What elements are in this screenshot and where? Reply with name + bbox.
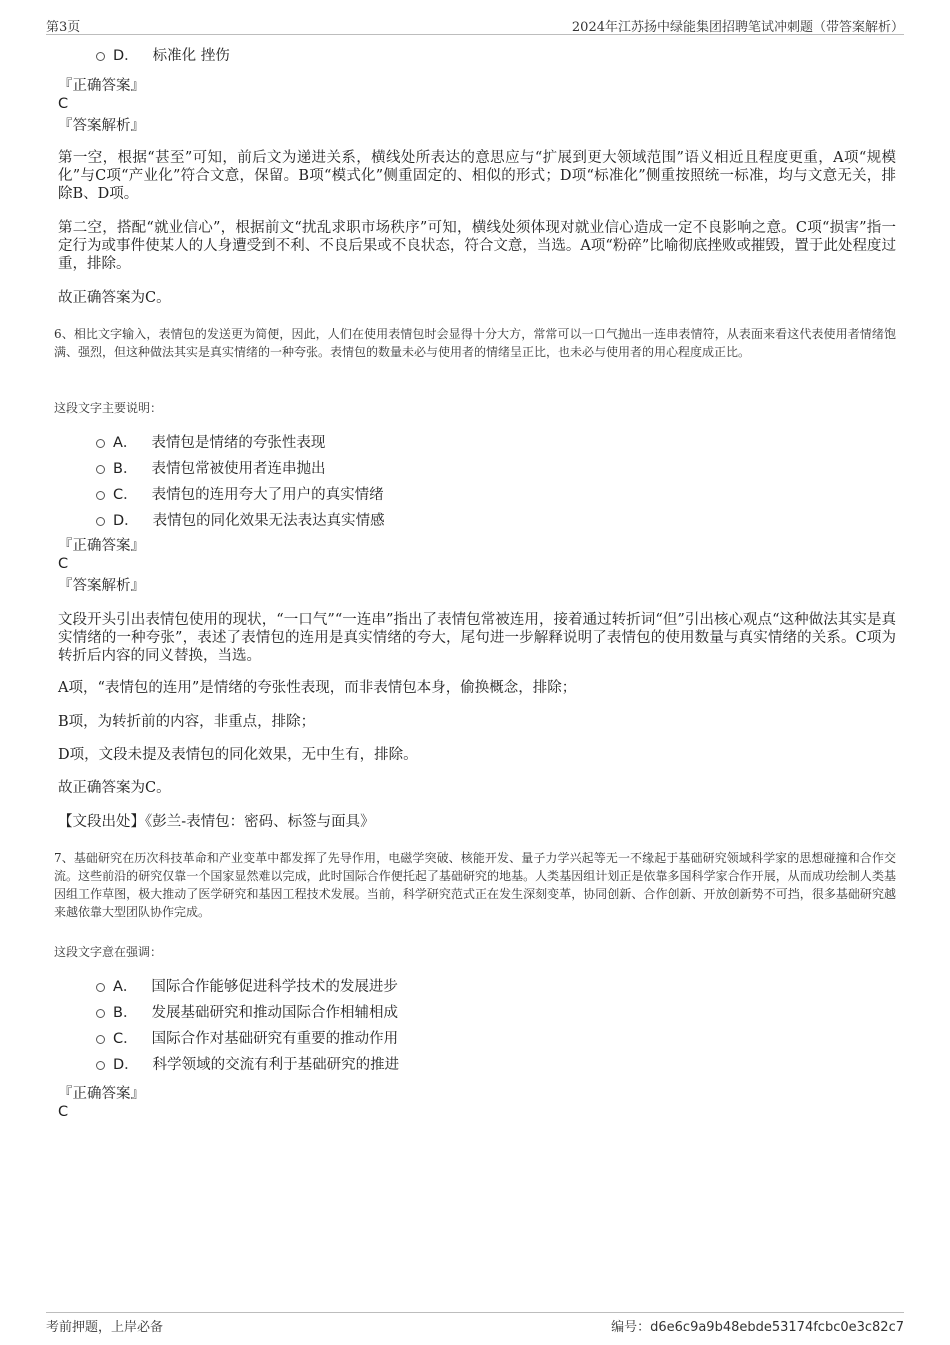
radio-icon[interactable]: [96, 465, 105, 474]
q6-conclusion: 故正确答案为C。: [58, 780, 171, 796]
q5-analysis-paragraph-2: 第二空，搭配“就业信心”，根据前文“扰乱求职市场秩序”可知，横线处须体现对就业信心造成一定不良影响之意。C项“损害”指一定行为或事件使某人的人身遭受到不利、不良后果或不良状态，符合文意，当选。A项“粉碎”比喻彻底挫败或摧毁，置于此处程度过重，排除。: [58, 220, 896, 272]
q7-option-d[interactable]: D． 科学领域的交流有利于基础研究的推进: [96, 1055, 399, 1075]
radio-icon[interactable]: [96, 1035, 105, 1044]
q6-analysis-paragraph-3: B项，为转折前的内容，非重点，排除；: [58, 714, 316, 730]
q6-option-b[interactable]: B． 表情包常被使用者连串抛出: [96, 459, 325, 479]
footer-slogan: 考前押题，上岸必备: [46, 1320, 164, 1335]
radio-icon[interactable]: [96, 983, 105, 992]
document-code-label: 编号：: [611, 1320, 651, 1335]
q7-answer: C: [58, 1104, 69, 1120]
q6-option-c[interactable]: C． 表情包的连用夸大了用户的真实情绪: [96, 485, 384, 505]
radio-icon[interactable]: [96, 491, 105, 500]
q6-answer-label: 『正确答案』: [58, 538, 145, 554]
page-header: [46, 14, 904, 35]
radio-icon[interactable]: [96, 439, 105, 448]
q7-option-c[interactable]: C． 国际合作对基础研究有重要的推动作用: [96, 1029, 398, 1049]
q5-option-d[interactable]: D． 标准化 挫伤: [96, 46, 230, 66]
q7-option-b[interactable]: B． 发展基础研究和推动国际合作相辅相成: [96, 1003, 398, 1023]
q6-answer: C: [58, 556, 69, 572]
q5-analysis-label: 『答案解析』: [58, 118, 145, 134]
q6-source: 【文段出处】《彭兰-表情包：密码、标签与面具》: [58, 814, 375, 830]
q6-analysis-paragraph-4: D项，文段未提及表情包的同化效果，无中生有，排除。: [58, 747, 418, 763]
q7-question-text: 7、基础研究在历次科技革命和产业变革中都发挥了先导作用，电磁学突破、核能开发、量子力学兴起等无一不缘起于基础研究领域科学家的思想碰撞和合作交流。这些前沿的研究仅靠一个国家显然难以完成，此时国际合作便托起了基础研究的地基。人类基因组计划正是依靠多国科学家合作开展，从而成功绘制人类基因组工作草图，极大推动了医学研究和基因工程技术发展。当前，科学研究范式正在发生深刻变革，协同创新、合作创新、开放创新势不可挡，很多基础研究越来越依靠大型团队协作完成。: [54, 851, 896, 919]
q7-answer-label: 『正确答案』: [58, 1086, 145, 1102]
q6-analysis-paragraph-1: 文段开头引出表情包使用的现状，“一口气”“一连串”指出了表情包常被连用，接着通过转折词“但”引出核心观点“这种做法其实是真实情绪的一种夸张”，表述了表情包的连用是真实情绪的夸大，尾句进一步解释说明了表情包的使用数量与真实情绪的关系。C项为转折后内容的同义替换，当选。: [58, 612, 896, 664]
q6-analysis-label: 『答案解析』: [58, 578, 145, 594]
q7-prompt: 这段文字意在强调：: [54, 945, 163, 959]
radio-icon[interactable]: [96, 1061, 105, 1070]
page-number: 第3页: [46, 20, 81, 35]
q6-analysis-paragraph-2: A项，“表情包的连用”是情绪的夸张性表现，而非表情包本身，偷换概念，排除；: [58, 680, 577, 696]
document-title: 2024年江苏扬中绿能集团招聘笔试冲刺题（带答案解析）: [571, 20, 904, 35]
page-footer: [46, 1312, 904, 1337]
radio-icon[interactable]: [96, 1009, 105, 1018]
q5-answer-label: 『正确答案』: [58, 78, 145, 94]
q6-option-d[interactable]: D． 表情包的同化效果无法表达真实情感: [96, 511, 385, 531]
q6-option-a[interactable]: A． 表情包是情绪的夸张性表现: [96, 433, 325, 453]
q7-option-a[interactable]: A． 国际合作能够促进科学技术的发展进步: [96, 977, 398, 997]
document-code: [611, 1316, 904, 1335]
q6-prompt: 这段文字主要说明：: [54, 401, 163, 415]
q5-conclusion: 故正确答案为C。: [58, 290, 171, 306]
q6-question-text: 6、相比文字输入，表情包的发送更为简便，因此，人们在使用表情包时会显得十分大方，常常可以一口气抛出一连串表情符，从表面来看这代表使用者情绪饱满、强烈，但这种做法其实是真实情绪的一种夸张。表情包的数量未必与使用者的情绪呈正比，也未必与使用者的用心程度成正比。: [54, 327, 896, 359]
document-code-value: d6e6c9a9b48ebde53174fcbc0e3c82c7: [650, 1320, 904, 1335]
radio-icon[interactable]: [96, 52, 105, 61]
q5-analysis-paragraph-1: 第一空，根据“甚至”可知，前后文为递进关系，横线处所表达的意思应与“扩展到更大领域范围”语义相近且程度更重，A项“规模化”与C项“产业化”符合文意，保留。B项“模式化”侧重固定的、相似的形式；D项“标准化”侧重按照统一标准，均与文意无关，排除B、D项。: [58, 150, 896, 202]
q5-answer: C: [58, 96, 69, 112]
radio-icon[interactable]: [96, 517, 105, 526]
